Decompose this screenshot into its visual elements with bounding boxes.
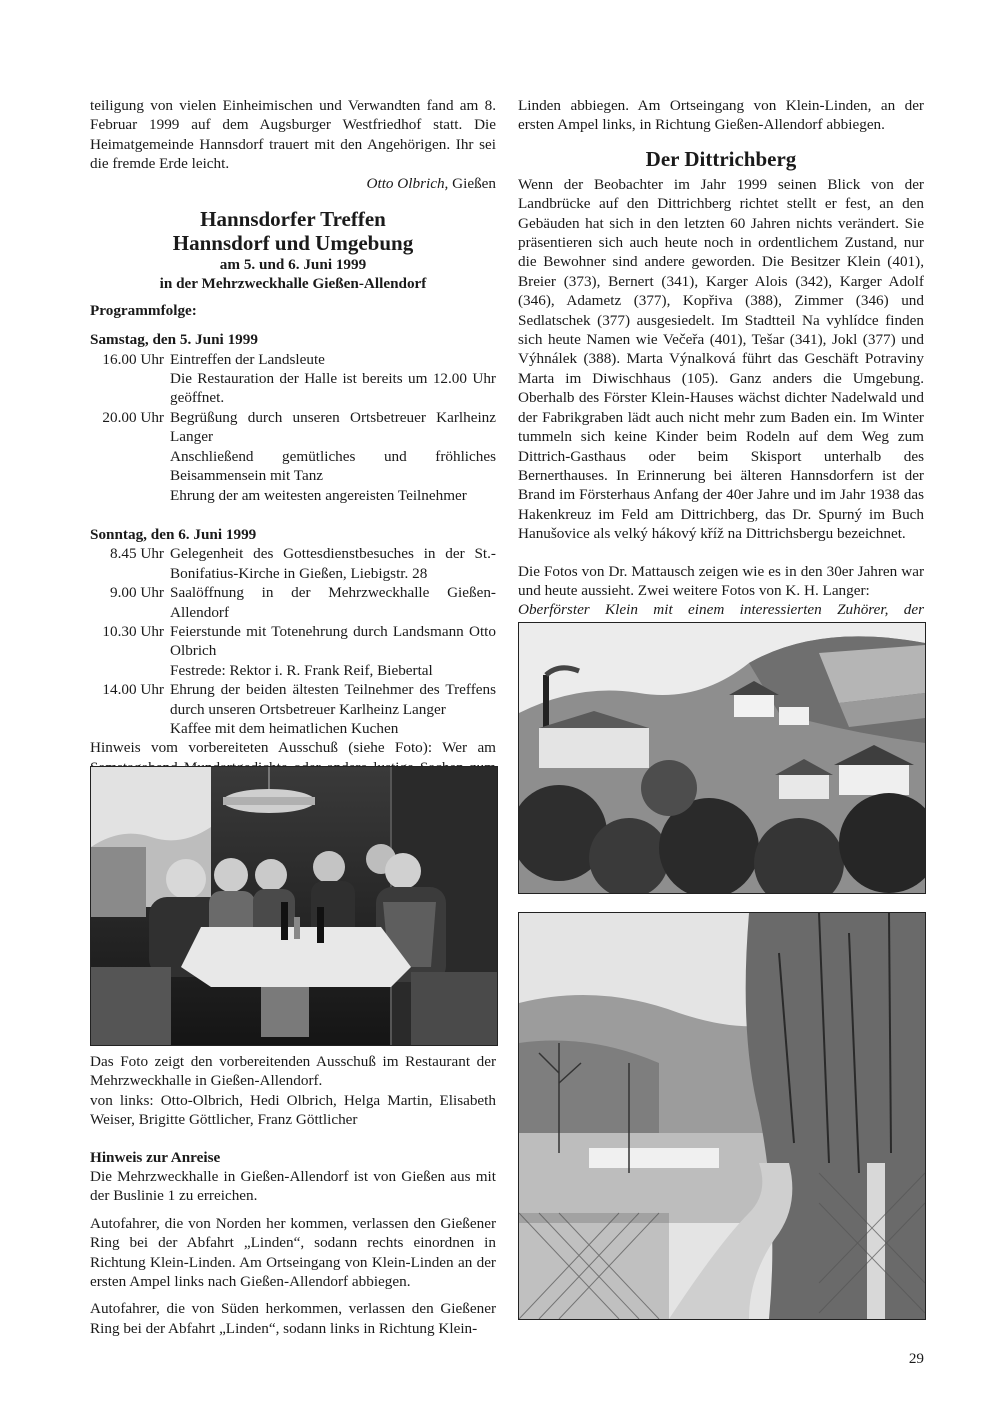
- intro-place: Gießen: [448, 174, 496, 192]
- treffen-title-1: Hannsdorfer Treffen: [200, 207, 386, 232]
- program-line: Gelegenheit des Gottesdienstbesuches in der St.-Bonifatius-Kirche in Gießen, Liebigstr. 28: [170, 545, 496, 582]
- treffen-title-2: Hannsdorf und Umgebung: [172, 231, 414, 256]
- program-time: 9.00 Uhr: [110, 584, 164, 602]
- page-number: 29: [908, 1350, 924, 1367]
- program-heading: Programmfolge:: [90, 301, 197, 319]
- dittrich-text: Wenn der Beobachter im Jahr 1999 seinen Blick von der Landbrücke auf den Dittrichberg richtet stellt er fest, an den Gebäuden hat sich in den letzten 60 Jahren nichts verändert. Sie präsentieren sich auch heute noch in ordentlichem Zustand, nur die Bewohner sind andere geworden. Die Besitzer Klein (401), Breier (373), Bernert (341), Karger Alois (342), Karger Adolf (346), Adametz (377), Kopřiva (388), Zimmer (346) und Sedlatschek (377) ausgesiedelt. Im Stadtteil Na vyhlídce finden sich heute Namen wie Večeřa (401), Tešar (341), Jokl (377) und Výhnálek (388). Marta Výnalková führt das Geschäft Potraviny Marta im Diwischhaus (105). Ganz anders die Umgebung. Oberhalb des Förster Klein-Hauses wächst dichter Nadelwald und der Fabrikgraben lädt auch nicht mehr zum Baden ein. Im Winter tummeln sich keine Kinder beim Rodeln auf dem Weg zum Dittrich-Gasthaus oder beim Skisport unterhalb des Bernerthauses. In Erinnerung bei älteren Hannsdorfern ist der Brand im Försterhaus Anfang der 40er Jahre und im Jahr 1938 das Hakenkreuz im Feld am Dittrichberg, das Dr. Spurný im Buch Hanušovice als velký hákový kříž na Dittrichsbergu bezeichnet.: [518, 175, 924, 543]
- program-item: [90, 350, 496, 408]
- program-item: [90, 408, 496, 505]
- sunday-heading: Sonntag, den 6. Juni 1999: [90, 525, 257, 543]
- program-line: Kaffee mit dem heimatlichen Kuchen: [170, 719, 399, 737]
- program-line: Feierstunde mit Totenehrung durch Landsmann Otto Olbrich: [170, 622, 496, 660]
- program-time: 10.30 Uhr: [102, 622, 164, 640]
- intro-signature: [90, 174, 496, 193]
- fence-path-photo: [518, 912, 926, 1320]
- program-item: [90, 680, 496, 738]
- intro-text: teiligung von vielen Einheimischen und Verwandten fand am 8. Februar 1999 auf dem Augsburger Westfriedhof statt. Die Heimatgemeinde Hannsdorf trauert mit den Angehörigen. Ihr sei die fremde Erde leicht.: [90, 97, 496, 173]
- photo-caption-1: Das Foto zeigt den vorbereitenden Ausschuß im Restaurant der Mehrzweckhalle in Gießen-Allendorf.: [90, 1053, 496, 1090]
- program-time: 16.00 Uhr: [102, 350, 164, 368]
- committee-photo-image: [91, 767, 497, 1045]
- program-line: Saalöffnung in der Mehrzweckhalle Gießen-Allendorf: [170, 584, 496, 621]
- program-item: [90, 544, 496, 583]
- anreise-text-2: Autofahrer, die von Norden her kommen, verlassen den Gießener Ring bei der Abfahrt „Linden“, sodann rechts einordnen in Richtung Klein-Linden. Am Ortseingang von Klein-Linden an der ersten Ampel links nach Gießen-Allendorf abbiegen.: [90, 1214, 496, 1291]
- hint-text: Hinweis vom vorbereiteten Ausschuß (siehe Foto): Wer am: [90, 739, 496, 757]
- dittrich-heading: Der Dittrichberg: [645, 146, 797, 171]
- continuation-text: Linden abbiegen. Am Ortseingang von Klein-Linden, an der ersten Ampel links, in Richtung Gießen-Allendorf abbiegen.: [518, 97, 924, 134]
- program-time: 14.00 Uhr: [102, 681, 164, 699]
- right-column: [518, 96, 924, 639]
- intro-author: Otto Olbrich,: [366, 174, 449, 192]
- village-photo: [518, 622, 926, 894]
- program-line: Ehrung der am weitesten angereisten Teilnehmer: [170, 486, 467, 504]
- program-line: Eintreffen der Landsleute: [170, 350, 325, 368]
- treffen-date: am 5. und 6. Juni 1999: [219, 256, 367, 274]
- photos-caption-italic: Oberförster Klein mit einem interessierten Zuhörer, der: [518, 601, 924, 619]
- program-line: Begrüßung durch unseren Ortsbetreuer Karlheinz Langer: [170, 408, 496, 446]
- program-time: 20.00 Uhr: [102, 408, 164, 426]
- treffen-venue: in der Mehrzweckhalle Gießen-Allendorf: [159, 275, 427, 293]
- photo-caption-2: von links: Otto-Olbrich, Hedi Olbrich, Helga Martin, Elisabeth Weiser, Brigitte Göttlicher, Franz Göttlicher: [90, 1091, 496, 1129]
- program-line: Ehrung der beiden ältesten Teilnehmer des Treffens durch unseren Ortsbetreuer Karlheinz Langer: [170, 681, 496, 718]
- program-item: [90, 622, 496, 680]
- saturday-heading: Samstag, den 5. Juni 1999: [90, 331, 258, 349]
- program-time: 8.45 Uhr: [110, 545, 164, 563]
- program-line: Anschließend gemütliches und fröhliches Beisammensein mit Tanz: [170, 447, 496, 485]
- anreise-text-3: Autofahrer, die von Süden herkommen, verlassen den Gießener Ring bei der Abfahrt „Linden“, sodann links in Richtung Klein-: [90, 1300, 496, 1337]
- program-line: Festrede: Rektor i. R. Frank Reif, Biebertal: [170, 661, 433, 679]
- anreise-heading: Hinweis zur Anreise: [90, 1148, 221, 1166]
- anreise-text-1: Die Mehrzweckhalle in Gießen-Allendorf ist von Gießen aus mit der Buslinie 1 zu erreichen.: [90, 1168, 496, 1205]
- left-lower: [90, 1052, 496, 1338]
- photos-text: Die Fotos von Dr. Mattausch zeigen wie es in den 30er Jahren war und heute aussieht. Zwei weitere Fotos von K. H. Langer:: [518, 562, 924, 599]
- left-column: [90, 96, 496, 797]
- fence-path-photo-image: [519, 913, 925, 1319]
- program-line: Die Restauration der Halle ist bereits um 12.00 Uhr geöffnet.: [170, 370, 496, 407]
- program-item: [90, 583, 496, 622]
- committee-photo: [90, 766, 498, 1046]
- village-photo-image: [519, 623, 925, 893]
